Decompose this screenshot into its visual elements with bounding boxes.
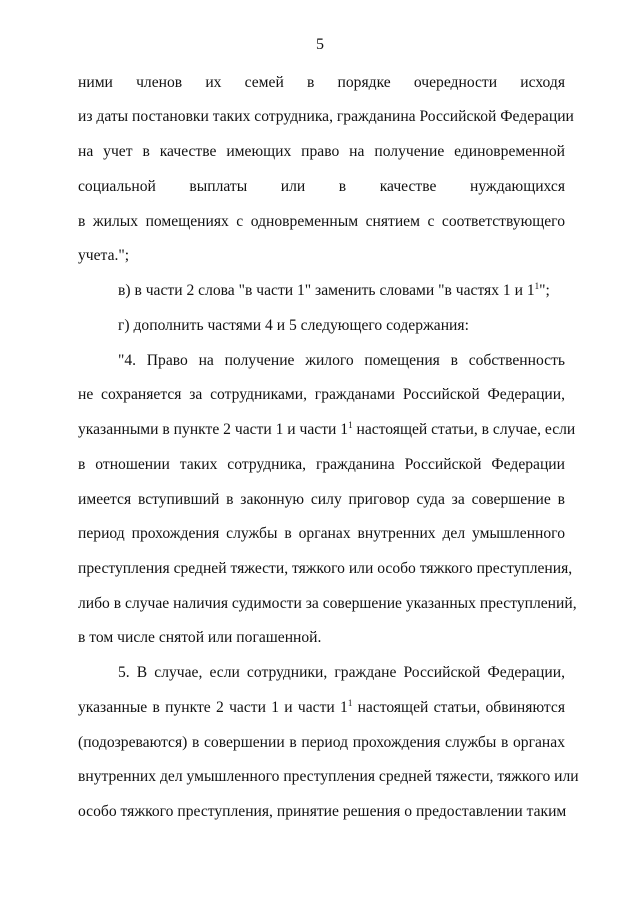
text-line: 5. В случае, если сотрудники, граждане Российской Федерации, (118, 664, 565, 681)
text-line: в отношении таких сотрудника, гражданина Российской Федерации (78, 456, 565, 473)
superscript: 1 (348, 420, 353, 430)
text-line: социальной выплаты или в качестве нуждающихся (78, 178, 565, 195)
text-line: не сохраняется за сотрудниками, гражданами Российской Федерации, (78, 386, 565, 403)
line-text: указанными в пункте 2 части 1 и части 1 (78, 421, 349, 438)
superscript: 1 (347, 698, 353, 708)
text-line: имеется вступивший в законную силу приговор суда за совершение в (78, 491, 565, 508)
text-line: либо в случае наличия судимости за совершение указанных преступлений, (78, 595, 577, 612)
text-line: ними членов их семей в порядке очередности исходя (78, 74, 565, 91)
text-line: из даты постановки таких сотрудника, гражданина Российской Федерации (78, 108, 574, 125)
line-text: настоящей статьи, в случае, если (352, 421, 576, 438)
text-line: (подозреваются) в совершении в период прохождения службы в органах (78, 734, 565, 751)
line-text: "; (539, 282, 550, 299)
superscript: 1 (534, 281, 540, 291)
page-number: 5 (316, 36, 324, 53)
text-line: учета."; (78, 247, 130, 264)
text-line: на учет в качестве имеющих право на получение единовременной (78, 143, 565, 160)
text-line: преступления средней тяжести, тяжкого или особо тяжкого преступления, (78, 560, 573, 577)
text-line: в том числе снятой или погашенной. (78, 629, 322, 646)
text-line: период прохождения службы в органах внутренних дел умышленного (78, 525, 565, 542)
text-line: особо тяжкого преступления, принятие решения о предоставлении таким (78, 803, 567, 820)
line-text: в) в части 2 слова "в части 1" заменить словами "в частях 1 и 1 (118, 282, 535, 299)
text-line: в жилых помещениях с одновременным снятием с соответствующего (78, 213, 565, 230)
text-line (118, 281, 565, 301)
text-line: внутренних дел умышленного преступления средней тяжести, тяжкого или (78, 768, 579, 785)
line-text: настоящей статьи, обвиняются (352, 699, 565, 716)
line-text: указанные в пункте 2 части 1 и части 1 (78, 699, 348, 716)
text-line (78, 698, 565, 718)
text-line (78, 420, 576, 440)
text-line: г) дополнить частями 4 и 5 следующего содержания: (118, 317, 469, 334)
text-line: "4. Право на получение жилого помещения в собственность (118, 352, 565, 369)
